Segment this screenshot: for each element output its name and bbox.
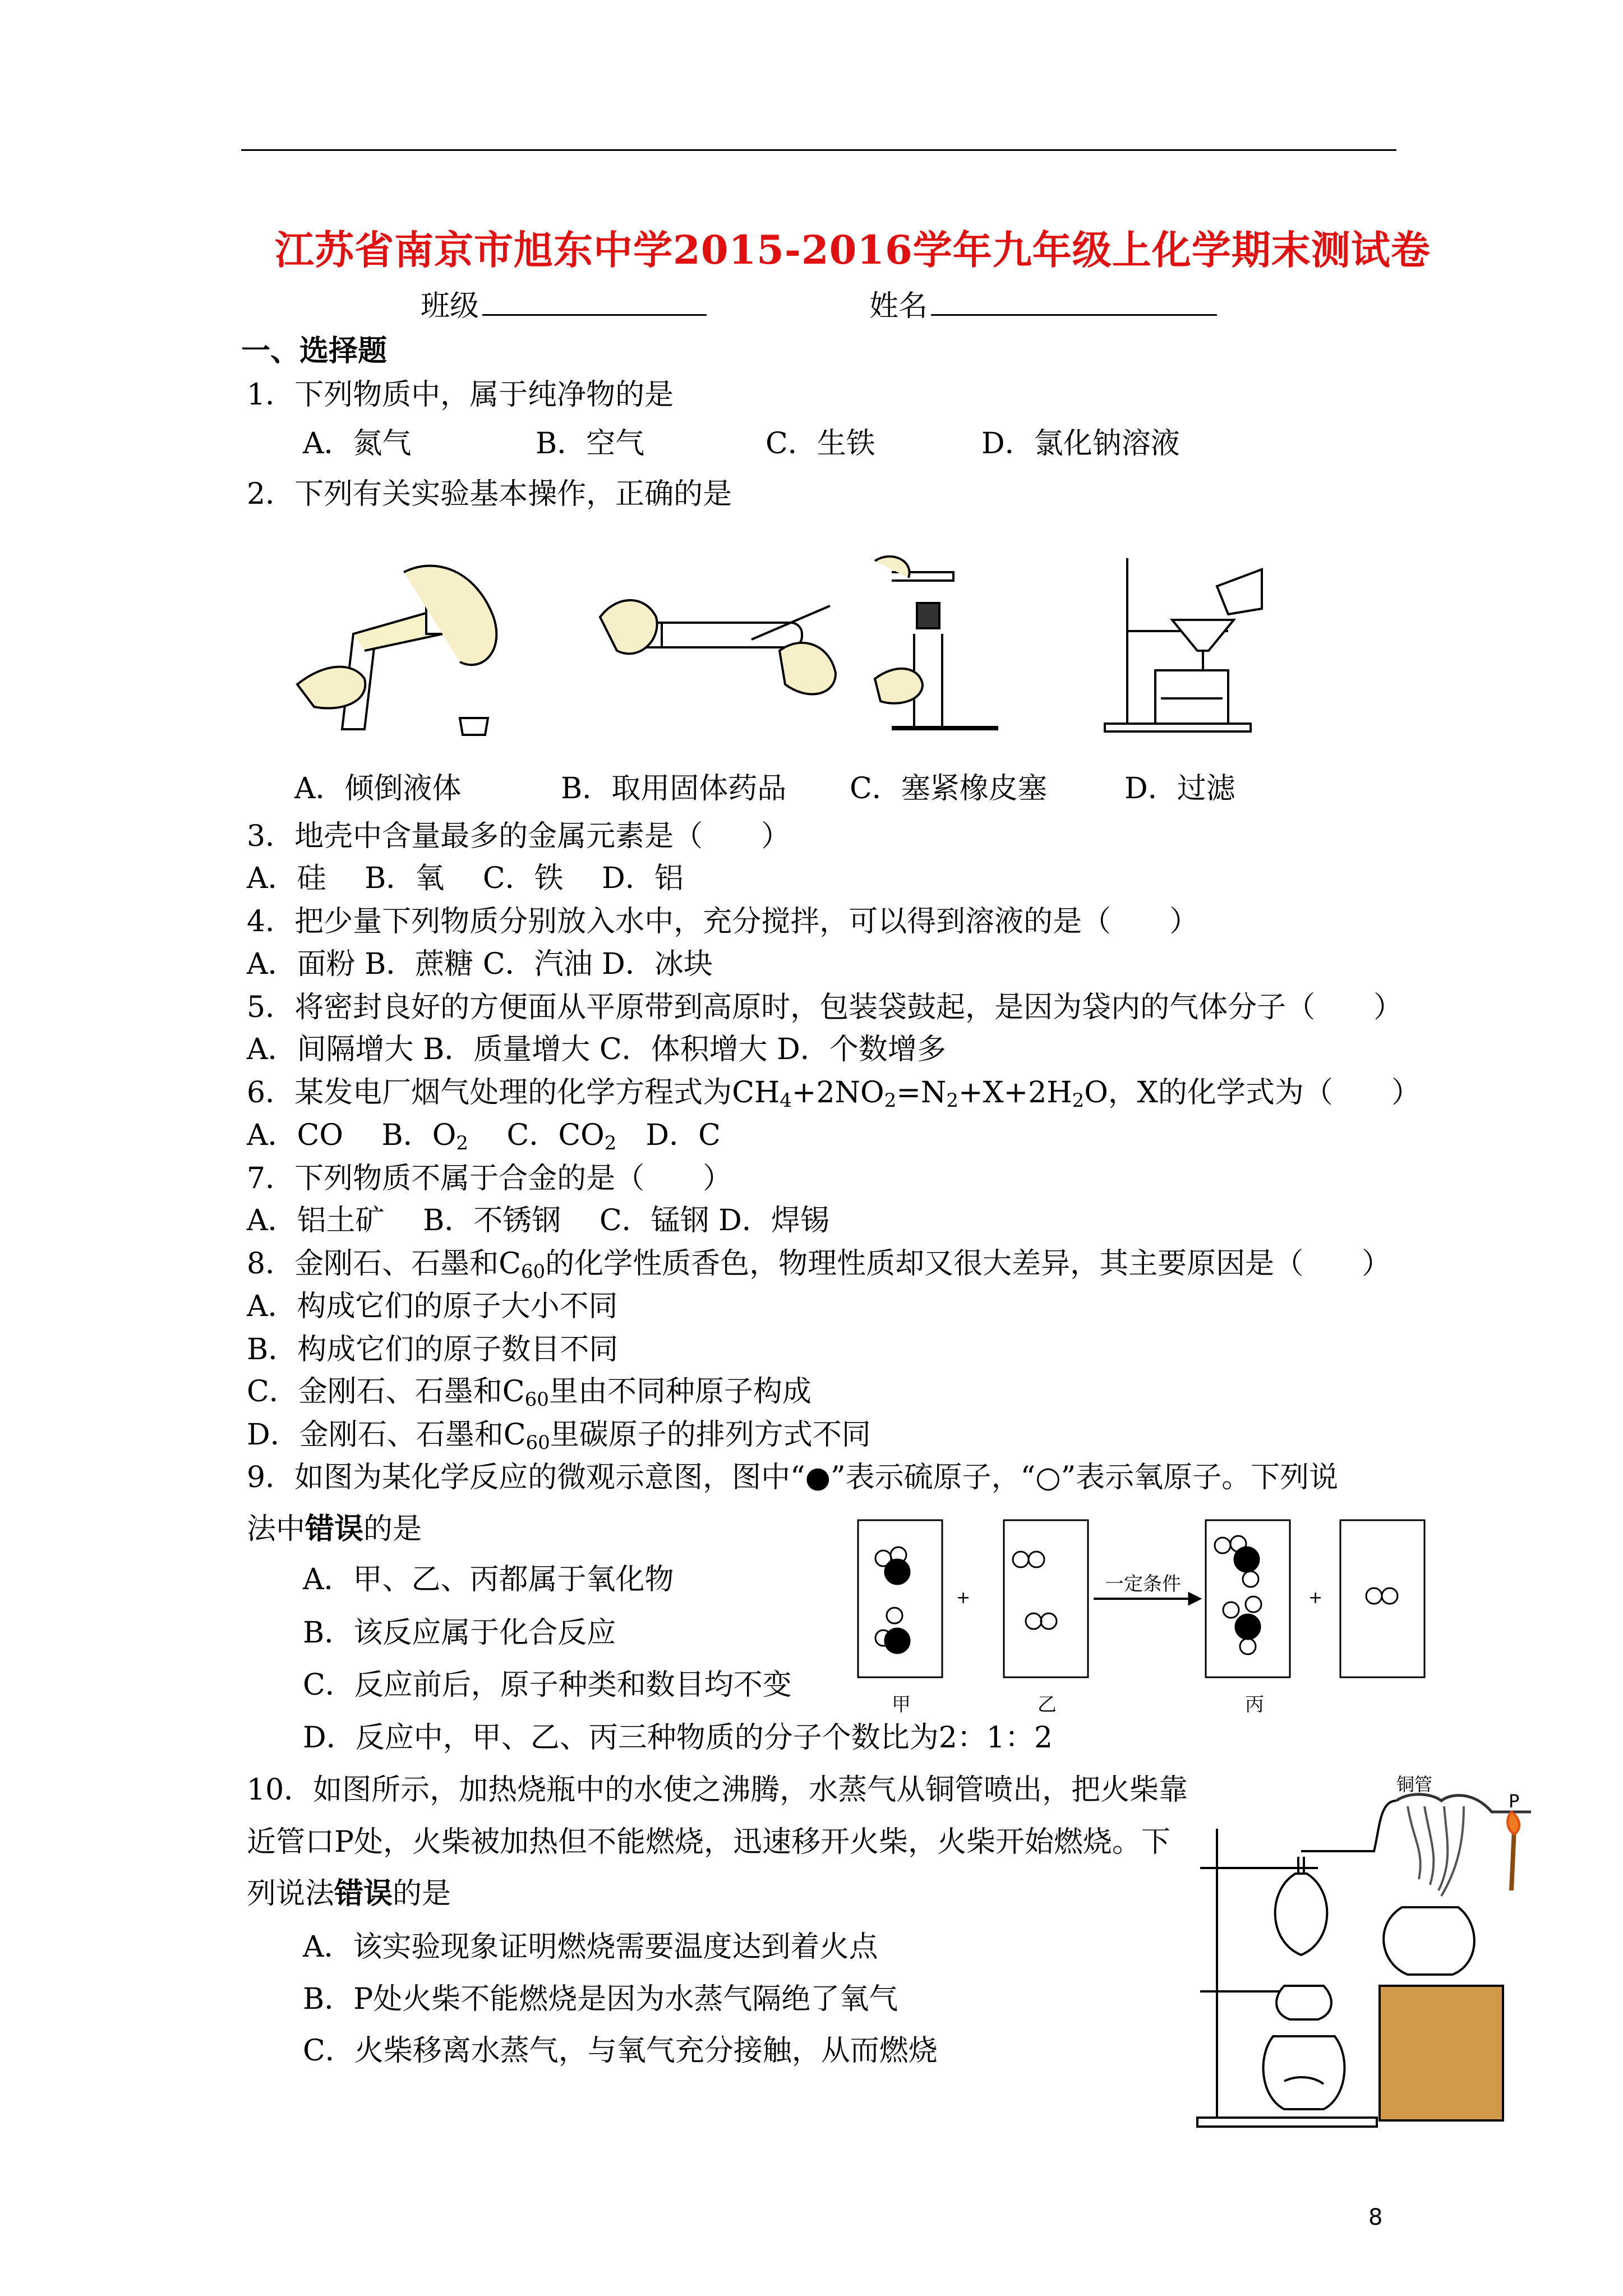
plus-sign-2: + xyxy=(1308,1588,1323,1608)
solid-reagent-figure xyxy=(594,583,841,707)
q6-stem: 6．某发电厂烟气处理的化学方程式为$CH_4+2NO_2=N_2+X+2H_2O$，X的化学式为（ ） xyxy=(247,1076,1421,1112)
q2-stem: 2．下列有关实验基本操作，正确的是 xyxy=(247,477,732,511)
q2-option-b: B．取用固体药品 xyxy=(561,772,787,806)
q10-stem-line2: 近管口P处，火柴被加热但不能燃烧，迅速移开火柴，火柴开始燃烧。下 xyxy=(247,1825,1170,1859)
q1-stem: 1．下列物质中，属于纯净物的是 xyxy=(247,378,674,412)
q9-option-a: A．甲、乙、丙都属于氧化物 xyxy=(303,1563,674,1596)
q4-options: A．面粉 B．蔗糖 C．汽油 D．冰块 xyxy=(247,947,713,981)
q8-stem: 8．金刚石、石墨和$C_{60}$的化学性质香色，物理性质却又很大差异，其主要原因是（ ） xyxy=(247,1247,1391,1283)
class-field[interactable] xyxy=(421,289,707,323)
plus-sign-1: + xyxy=(956,1588,971,1608)
name-label: 姓名 xyxy=(869,289,928,323)
q2-option-d: D．过滤 xyxy=(1124,772,1235,806)
label-yi: 乙 xyxy=(1038,1694,1057,1716)
q5-stem: 5．将密封良好的方便面从平原带到高原时，包装袋鼓起，是因为袋内的气体分子（ ） xyxy=(247,991,1403,1024)
copper-tube-apparatus-figure xyxy=(1189,1774,1525,2143)
point-p-label: P xyxy=(1509,1791,1520,1812)
q9-stem-line1: 9．如图为某化学反应的微观示意图，图中“●”表示硫原子，“○”表示氧原子。下列说 xyxy=(247,1461,1339,1494)
q1-option-c: C．生铁 xyxy=(766,427,875,461)
label-bing: 丙 xyxy=(1245,1694,1264,1716)
q7-stem: 7．下列物质不属于合金的是（ ） xyxy=(247,1162,732,1195)
pour-liquid-figure xyxy=(292,550,527,740)
q10-option-a: A．该实验现象证明燃烧需要温度达到着火点 xyxy=(303,1930,878,1964)
page-number: 8 xyxy=(1368,2205,1383,2230)
name-blank[interactable] xyxy=(931,313,1217,316)
label-jia: 甲 xyxy=(892,1694,911,1716)
q9-option-c: C．反应前后，原子种类和数目均不变 xyxy=(303,1668,792,1702)
q8-option-a: A．构成它们的原子大小不同 xyxy=(247,1290,618,1323)
rubber-stopper-figure xyxy=(869,550,1004,735)
q9-option-d: D．反应中，甲、乙、丙三种物质的分子个数比为2：1：2 xyxy=(303,1721,1053,1755)
q1-option-a: A．氮气 xyxy=(303,427,412,461)
q2-option-a: A．倾倒液体 xyxy=(294,772,462,806)
box-yi xyxy=(1004,1520,1088,1677)
q1-option-d: D．氯化钠溶液 xyxy=(981,427,1180,461)
q1-option-b: B．空气 xyxy=(536,427,645,461)
q10-stem-line1: 10．如图所示，加热烧瓶中的水使之沸腾，水蒸气从铜管喷出，把火柴靠 xyxy=(247,1773,1188,1807)
q9-option-b: B．该反应属于化合反应 xyxy=(303,1616,616,1650)
q10-option-b: B．P处火柴不能燃烧是因为水蒸气隔绝了氧气 xyxy=(303,1982,898,2016)
q8-option-d: D．金刚石、石墨和$C_{60}$里碳原子的排列方式不同 xyxy=(247,1418,871,1454)
q7-options: A．铝土矿 B．不锈钢 C．锰钢 D．焊锡 xyxy=(247,1204,829,1237)
class-label: 班级 xyxy=(421,289,479,323)
q2-option-c: C．塞紧橡皮塞 xyxy=(850,772,1047,806)
page-title: 江苏省南京市旭东中学2015-2016学年九年级上化学期末测试卷 xyxy=(275,227,1431,273)
q5-options: A．间隔增大 B．质量增大 C．体积增大 D．个数增多 xyxy=(247,1033,946,1066)
q10-stem-line3: 列说法错误的是 xyxy=(247,1876,451,1911)
q3-options: A．硅 B．氧 C．铁 D．铝 xyxy=(247,862,684,895)
box-jia xyxy=(858,1520,942,1677)
filtration-figure xyxy=(1099,547,1273,738)
q8-option-b: B．构成它们的原子数目不同 xyxy=(247,1333,619,1366)
reaction-condition-label: 一定条件 xyxy=(1105,1573,1181,1595)
q6-options: A．CO B．$O_2$ C．$CO_2$ D．C xyxy=(247,1119,721,1154)
reaction-micro-diagram xyxy=(841,1515,1430,1722)
q10-option-c: C．火柴移离水蒸气，与氧气充分接触，从而燃烧 xyxy=(303,2034,938,2068)
header-rule xyxy=(241,149,1396,151)
q9-stem-line2: 法中错误的是 xyxy=(247,1512,422,1546)
class-blank[interactable] xyxy=(482,313,707,316)
name-field[interactable] xyxy=(869,289,1217,323)
q8-option-c: C．金刚石、石墨和$C_{60}$里由不同种原子构成 xyxy=(247,1375,811,1411)
copper-tube-label: 铜管 xyxy=(1396,1774,1433,1795)
q4-stem: 4．把少量下列物质分别放入水中，充分搅拌，可以得到溶液的是（ ） xyxy=(247,905,1199,938)
q3-stem: 3．地壳中含量最多的金属元素是（ ） xyxy=(247,820,791,853)
section-heading: 一、选择题 xyxy=(241,334,388,368)
